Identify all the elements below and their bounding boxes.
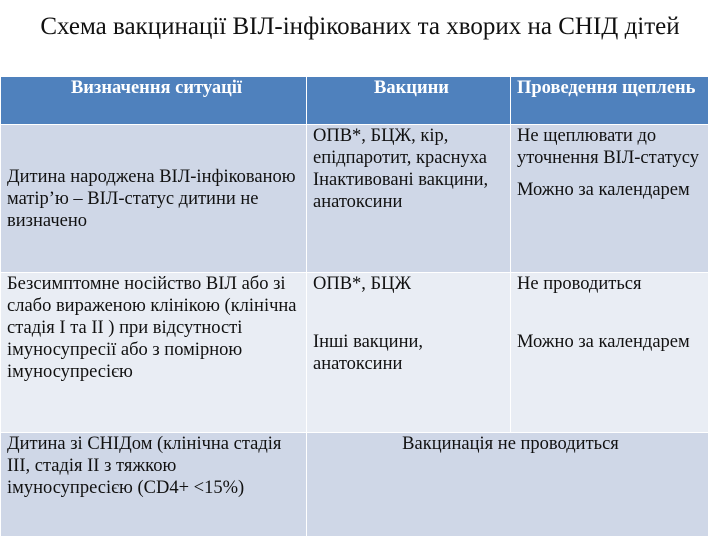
action-item: Можно за календарем	[517, 180, 690, 200]
vaccine-item: Інактивовані вакцини, анатоксини	[313, 170, 489, 212]
actions-cell	[511, 125, 709, 273]
vaccination-table	[0, 76, 709, 537]
table-header-row	[1, 77, 709, 125]
table-row	[1, 433, 709, 537]
merged-action-cell: Вакцинація не проводиться	[307, 433, 709, 537]
situation-cell: Дитина народжена ВІЛ-інфікованою матір’ю – ВІЛ-статус дитини не визначено	[1, 125, 307, 273]
header-vaccines: Вакцини	[307, 77, 511, 125]
vaccines-cell	[307, 125, 511, 273]
vaccine-item: ОПВ*, БЦЖ, кір, епідпаротит, краснуха	[313, 126, 487, 168]
vaccine-item: ОПВ*, БЦЖ	[313, 274, 412, 294]
table-row	[1, 273, 709, 433]
header-actions: Проведення щеплень	[511, 77, 709, 125]
action-item: Можно за календарем	[517, 332, 690, 352]
table-row	[1, 125, 709, 273]
vaccine-item: Інші вакцини, анатоксини	[313, 332, 423, 374]
action-item: Не проводиться	[517, 274, 642, 294]
page-title: Схема вакцинації ВІЛ-інфікованих та хворих на СНІД дітей	[40, 13, 680, 40]
situation-cell: Дитина зі СНІДом (клінічна стадія ІІІ, стадія ІІ з тяжкою імуносупресією (CD4+ <15%)	[1, 433, 307, 537]
action-item: Не щеплювати до уточнення ВІЛ-статусу	[517, 126, 699, 168]
actions-cell	[511, 273, 709, 433]
vaccines-cell	[307, 273, 511, 433]
header-situation: Визначення ситуації	[1, 77, 307, 125]
situation-cell: Безсимптомне носійство ВІЛ або зі слабо вираженою клінікою (клінічна стадія І та ІІ ) при відсутності імуносупресії або з помірною імуносупресією	[1, 273, 307, 433]
